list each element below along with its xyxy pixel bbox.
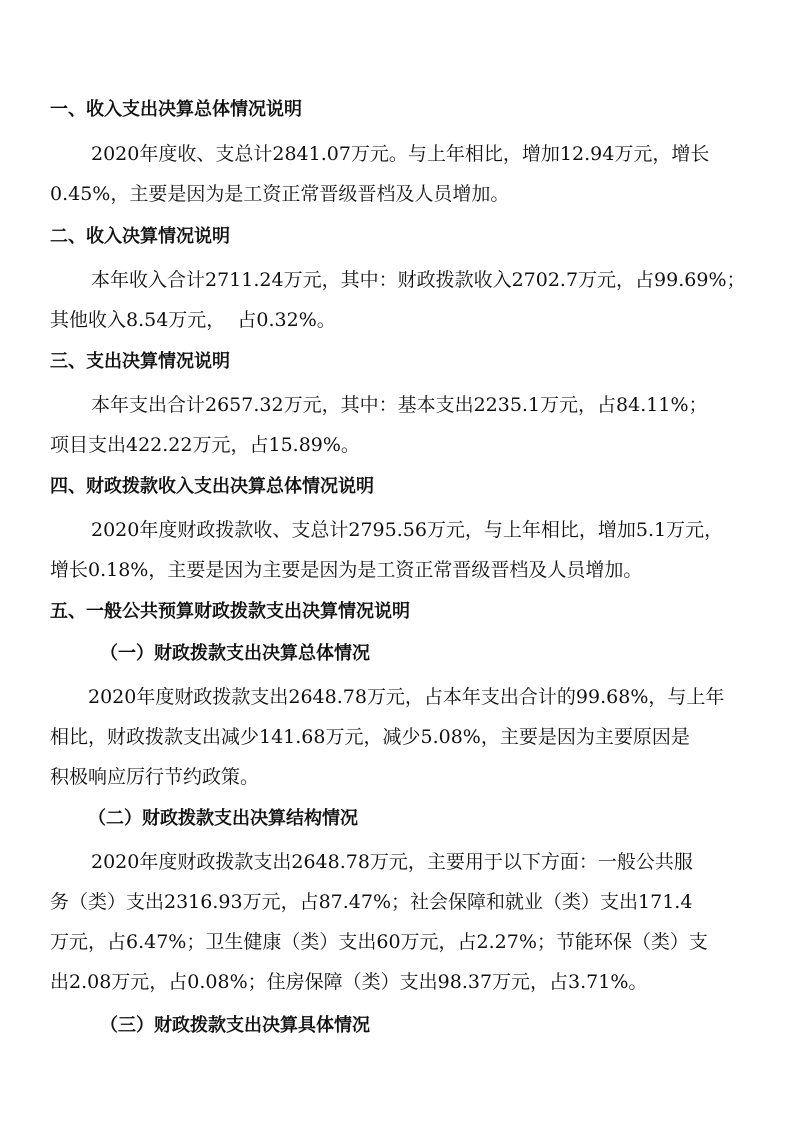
- section-4-line-1: 2020年度财政拨款收、支总计2795.56万元，与上年相比，增加5.1万元，: [91, 519, 724, 541]
- subsection-1-line-2: 相比，财政拨款支出减少141.68万元，减少5.08%，主要是因为主要原因是: [50, 726, 690, 748]
- section-3-line-2: 项目支出422.22万元，占15.89%。: [50, 434, 360, 456]
- subsection-2-line-3: 万元，占6.47%；卫生健康（类）支出60万元，占2.27%；节能环保（类）支: [50, 931, 708, 953]
- section-2-line-2: 其他收入8.54万元， 占0.32%。: [50, 309, 336, 331]
- section-3-heading: 三、支出决算情况说明: [50, 351, 230, 372]
- subsection-3-heading: （三）财政拨款支出决算具体情况: [100, 1015, 370, 1036]
- section-2-heading: 二、收入决算情况说明: [50, 226, 230, 247]
- subsection-2-line-4: 出2.08万元，占0.08%；住房保障（类）支出98.37万元，占3.71%。: [50, 971, 648, 993]
- section-4-line-2: 增长0.18%，主要是因为主要是因为是工资正常晋级晋档及人员增加。: [50, 559, 643, 581]
- section-4-heading: 四、财政拨款收入支出决算总体情况说明: [50, 476, 374, 497]
- subsection-2-line-2: 务（类）支出2316.93万元，占87.47%；社会保障和就业（类）支出171.4: [50, 891, 693, 913]
- subsection-2-line-1: 2020年度财政拨款支出2648.78万元，主要用于以下方面：一般公共服: [91, 851, 693, 873]
- subsection-1-line-3: 积极响应厉行节约政策。: [50, 766, 260, 788]
- section-5-heading: 五、一般公共预算财政拨款支出决算情况说明: [50, 601, 410, 622]
- section-1-heading: 一、收入支出决算总体情况说明: [50, 99, 302, 120]
- section-2-line-1: 本年收入合计2711.24万元，其中：财政拨款收入2702.7万元，占99.69%；: [91, 269, 746, 291]
- section-1-line-2: 0.45%，主要是因为是工资正常晋级晋档及人员增加。: [50, 183, 510, 205]
- subsection-1-line-1: 2020年度财政拨款支出2648.78万元，占本年支出合计的99.68%，与上年: [88, 686, 725, 708]
- subsection-2-heading: （二）财政拨款支出决算结构情况: [88, 808, 358, 829]
- section-3-line-1: 本年支出合计2657.32万元，其中：基本支出2235.1万元，占84.11%；: [91, 394, 708, 416]
- section-1-line-1: 2020年度收、支总计2841.07万元。与上年相比，增加12.94万元，增长: [91, 143, 710, 165]
- subsection-1-heading: （一）财政拨款支出决算总体情况: [100, 643, 370, 664]
